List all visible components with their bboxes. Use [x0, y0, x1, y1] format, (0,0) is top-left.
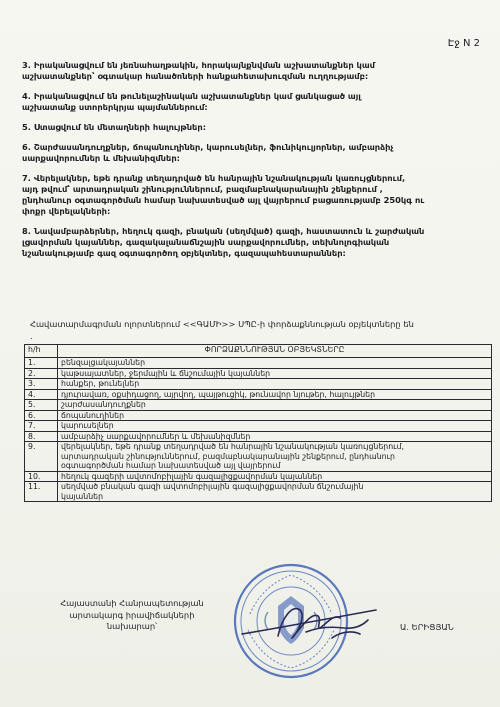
paragraph-line: 5. Ստացվում են մետաղների հալույթներ: [22, 122, 207, 132]
row-object [58, 400, 492, 411]
row-object [58, 482, 492, 502]
row-object-line: հանքեր, թունելներ [61, 379, 140, 388]
paragraph-line: ընդհանուր օգտագործման համար նախատեսված այլ վայրերում բացառությամբ 250կգ ու [22, 195, 425, 205]
row-object-line: կայաններ [61, 491, 104, 501]
paragraph-line: աշխատանք ստորերկրյա պայմաններում: [22, 102, 208, 112]
row-object-line: շարժասանդուղքներ [61, 400, 146, 409]
row-object-line: բենզալցակայաններ [61, 358, 146, 367]
row-number: 2. [25, 368, 58, 379]
intro-line: Հավատարմագրման ոլորտներում <<ԳԱՄԻ>> ՍՊԸ-ի փորձաքննության օբյեկտները են [30, 319, 414, 329]
row-object [58, 431, 492, 442]
row-object-line: արտադրական շինություններում, բազմաբնակարանային շենքերում, ընդհանուր [61, 451, 395, 461]
table-row [25, 400, 492, 411]
paragraph-line: 6. Շարժասանդուղքներ, ճոպանուղիներ, կարուսելներ, ֆունիկուլյորներ, ամբարձիչ [22, 142, 394, 152]
paragraph-line: փոքր վերելակների: [22, 206, 111, 216]
table-row [25, 358, 492, 369]
row-number: 3. [25, 379, 58, 390]
signature-icon [236, 592, 396, 652]
minister-title-line: Հայաստանի Հանրապետության [60, 598, 204, 608]
minister-title-line: արտակարգ իրավիճակների [69, 609, 195, 620]
intro-line: . [30, 331, 33, 341]
paragraph-line: սարքավորումներ և մեխանիզմներ: [22, 153, 180, 163]
table-row [25, 482, 492, 502]
paragraph-line: 4. Իրականացվում են թունելաշինական աշխատանքներ կամ ցանկացած այլ [22, 91, 361, 101]
column-header-number: h/h [25, 345, 58, 358]
paragraph-line: 3. Իրականացվում են յեռնահաղթակին, հորակայնքնվման աշխատանքներ կամ [22, 60, 375, 70]
row-object-line: կաթսայատներ, ջերմային և ճնշումային կայաններ [61, 368, 271, 378]
paragraph-8 [22, 226, 480, 259]
column-header-objects: ՓՈՐՁԱՔՆՆՈՒԹՅԱՆ ՕԲՅԵԿՏՆԵՐԸ [58, 345, 492, 358]
row-object [58, 368, 492, 379]
row-object [58, 379, 492, 390]
row-number: 1. [25, 358, 58, 369]
table-row [25, 379, 492, 390]
numbered-paragraphs [22, 60, 480, 268]
page-number: Էջ N 2 [447, 38, 480, 49]
paragraph-4 [22, 91, 480, 113]
row-number: 10. [25, 471, 58, 482]
paragraph-3 [22, 60, 480, 82]
row-object [58, 389, 492, 400]
table-row [25, 410, 492, 421]
row-number: 5. [25, 400, 58, 411]
row-object-line: կարուսելներ [61, 421, 114, 430]
row-object [58, 471, 492, 482]
table-row [25, 471, 492, 482]
row-object-line: հեղուկ գազերի ավտոմոբիլային գազալիցքավորման կայաններ [61, 471, 323, 481]
row-number: 11. [25, 482, 58, 502]
row-object [58, 442, 492, 472]
signatory-name: Ա. ԵՐԻՑՅԱՆ [400, 622, 454, 632]
row-object-line: վերելակներ, եթե դրանք տեղադրված են հանրային նշանակության կառույցներում, [61, 442, 404, 451]
row-object [58, 410, 492, 421]
inspection-objects-table [24, 344, 492, 502]
row-number: 8. [25, 431, 58, 442]
accreditation-intro [30, 318, 480, 342]
paragraph-5 [22, 122, 480, 133]
row-object-line: ամբարձիչ սարքավորումներ և մեխանիզմներ [61, 431, 251, 441]
table-row [25, 431, 492, 442]
paragraph-line: այդ թվում՝ արտադրական շինություններում, բազմաբնակարանային շենքերում , [22, 184, 383, 194]
row-object-line: օգտագործման համար նախատեսված այլ վայրերում [61, 461, 281, 470]
row-object-line: սեղմված բնական գազի ավտոմոբիլային գազալիցքավորման ճնշումային [61, 482, 364, 491]
paragraph-line: 7. Վերելակներ, եթե դրանք տեղադրված են հանրային նշանակության կառույցներում, [22, 173, 406, 183]
row-number: 6. [25, 410, 58, 421]
table-header-row [25, 345, 492, 358]
paragraph-7 [22, 173, 480, 217]
row-number: 9. [25, 442, 58, 472]
paragraph-line: նշանակությամբ գազ օգտագործող օբյեկտներ, գազապահեստարաններ: [22, 248, 346, 258]
row-object-line: դյուրավառ, օքսիդացող, այրվող, պայթուցիկ, թունավոր նյութեր, հալույթներ [61, 389, 376, 399]
row-object [58, 358, 492, 369]
paragraph-line: 8. Նավամբարձերներ, հեղուկ գազի, բնական (սեղմված) գազի, հաստատուն և շարժական [22, 226, 425, 236]
table-row [25, 421, 492, 432]
paragraph-6 [22, 142, 480, 164]
row-object-line: ճոպանուղիներ [61, 410, 125, 420]
row-object [58, 421, 492, 432]
table-row [25, 389, 492, 400]
table-row [25, 368, 492, 379]
minister-title-line: նախարար՝ [106, 621, 158, 631]
row-number: 7. [25, 421, 58, 432]
row-number: 4. [25, 389, 58, 400]
minister-title [52, 598, 212, 633]
table-row [25, 442, 492, 472]
paragraph-line: լցավորման կայաններ, գազակալանաճնշային սարքավորումներ, տեխնոլոգիական [22, 237, 390, 247]
paragraph-line: աշխատանքներ՝ օգտակար հանածոների հանքահետախուզման ուղղությամբ: [22, 71, 369, 81]
